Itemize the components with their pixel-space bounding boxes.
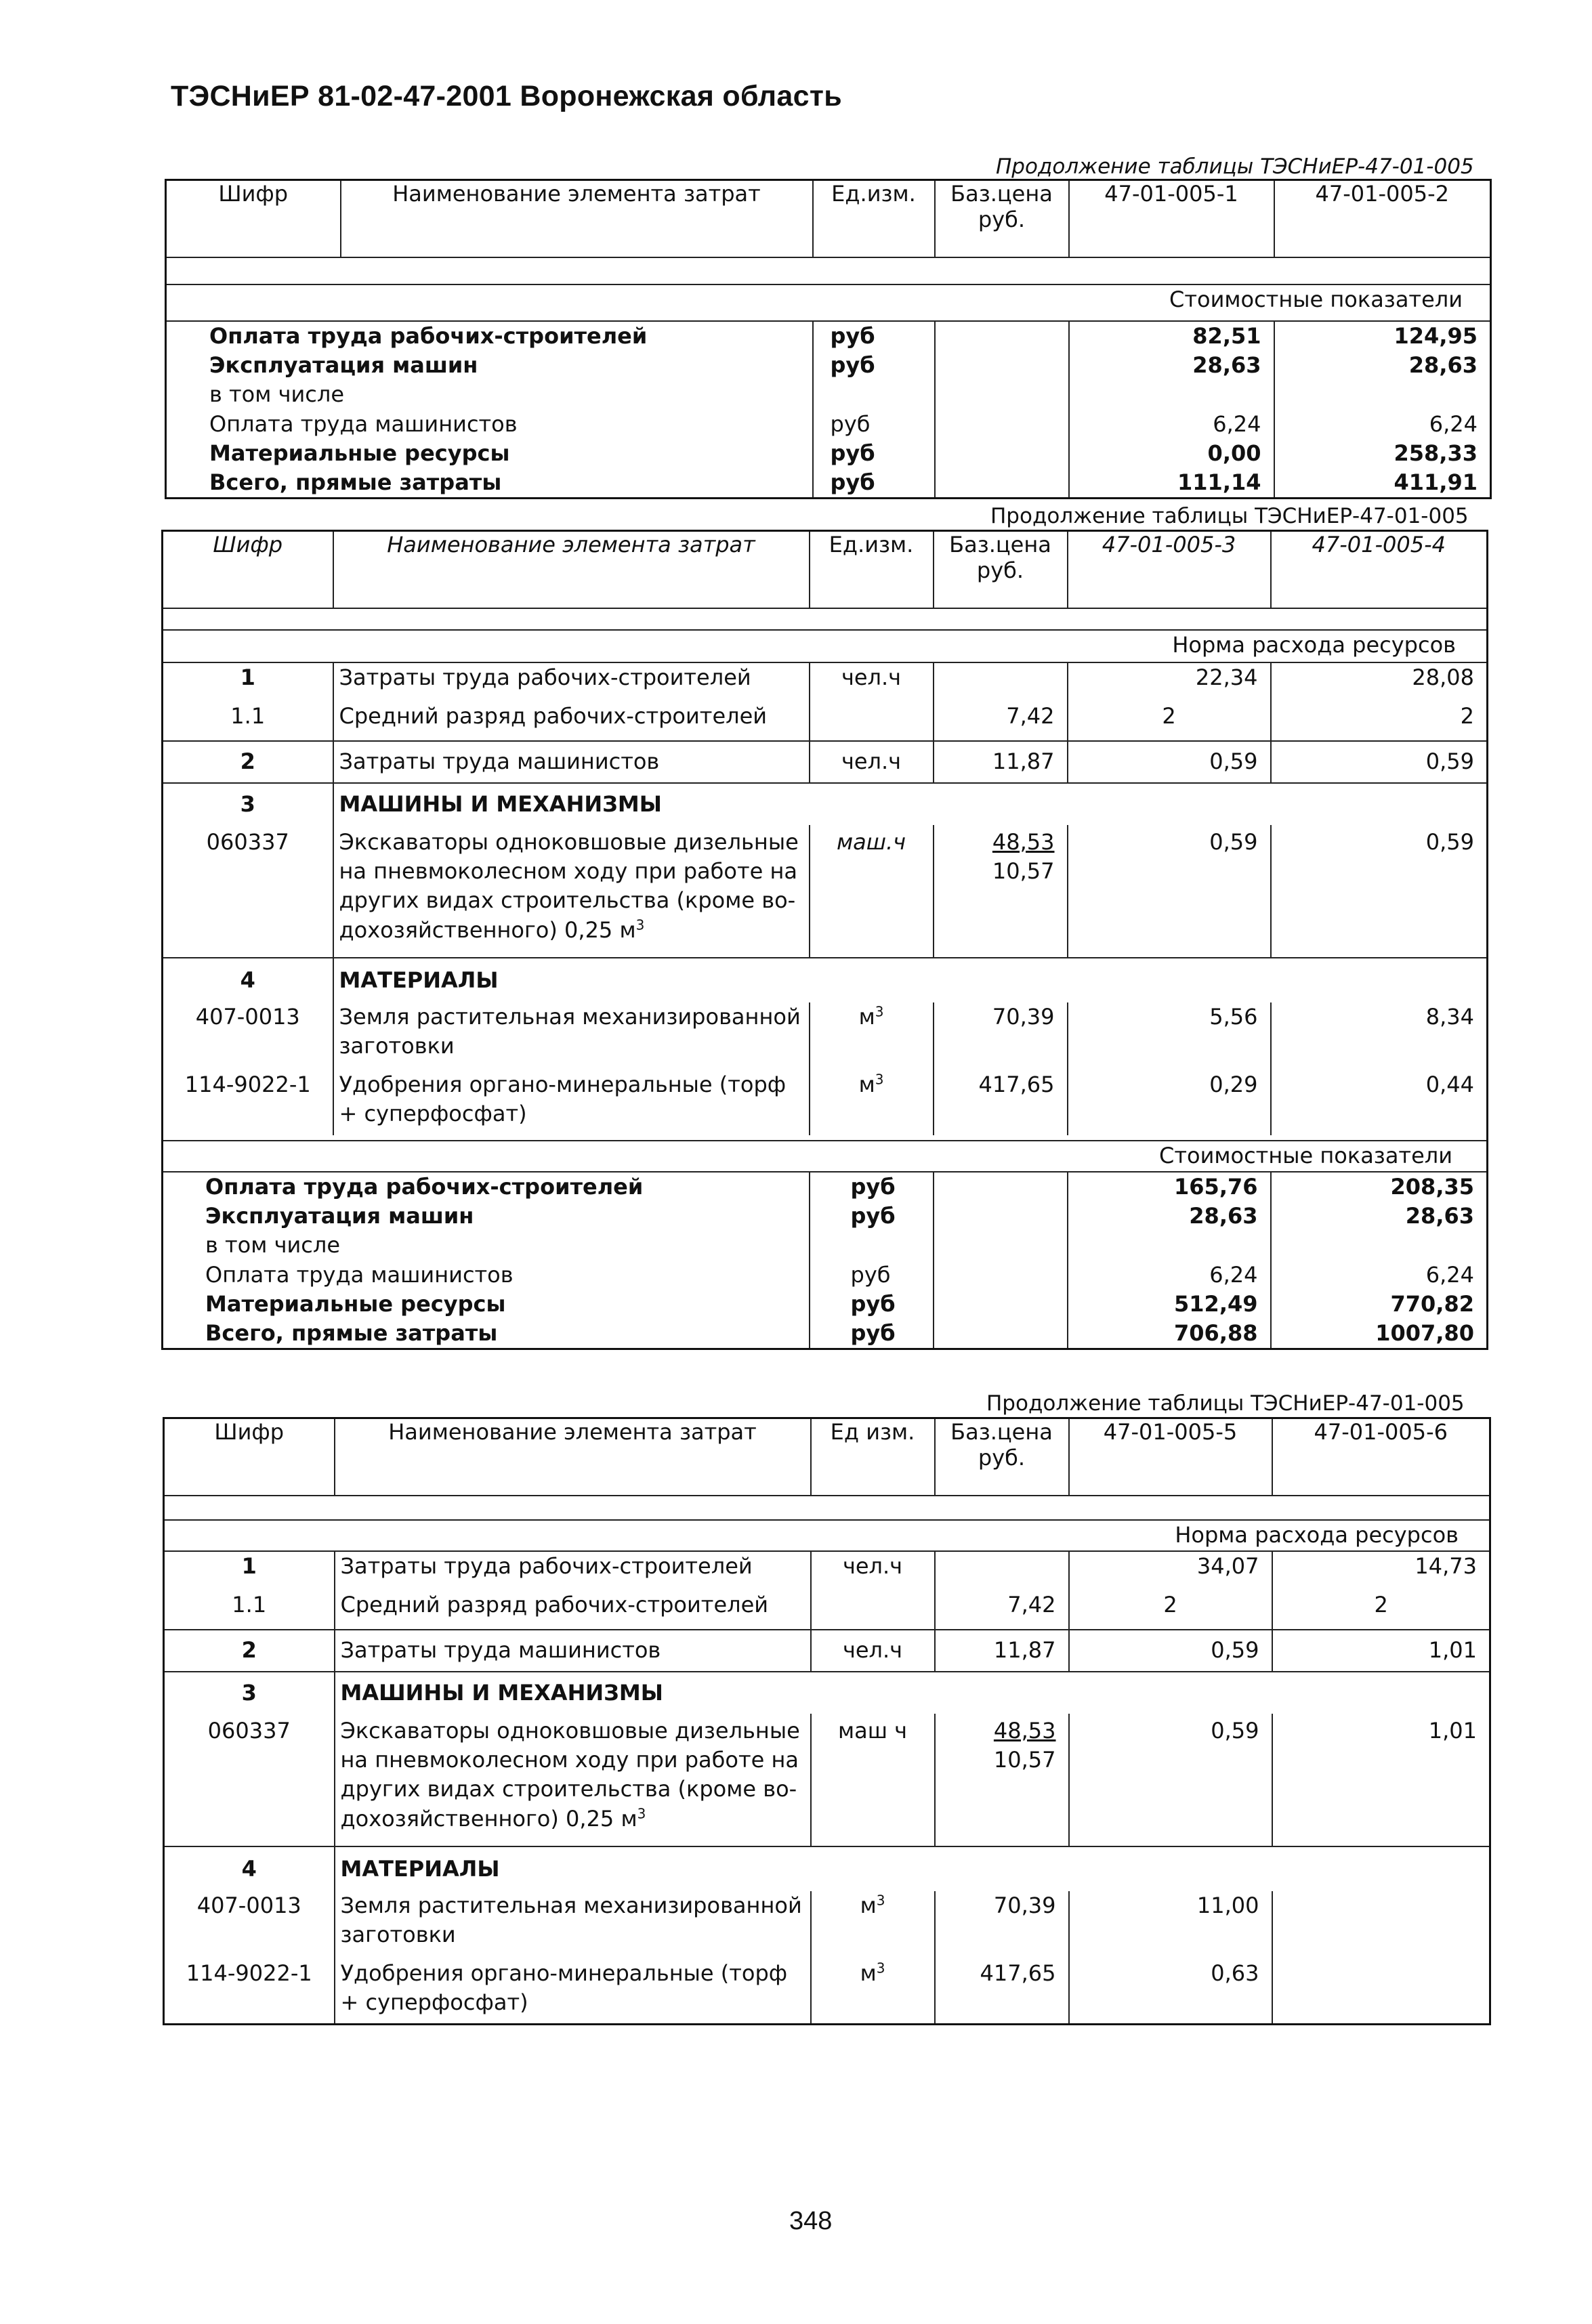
- col-header-price: Баз.цена руб.: [935, 1418, 1069, 1496]
- table-row: Оплата труда рабочих-строителей руб 82,51 124,95: [166, 321, 1491, 351]
- section-norm: Норма расхода ресурсов: [164, 1520, 1490, 1551]
- table3-caption: Продолжение таблицы ТЭСНиЕР-47-01-005: [986, 1391, 1465, 1416]
- table-row: 3 МАШИНЫ И МЕХАНИЗМЫ: [163, 783, 1488, 825]
- table-row: Всего, прямые затраты руб 706,88 1007,80: [163, 1319, 1488, 1349]
- table-row: Материальные ресурсы руб 512,49 770,82: [163, 1290, 1488, 1319]
- table2: [161, 530, 1488, 1350]
- col-header-b: 47-01-005-4: [1271, 531, 1488, 609]
- col-header-a: 47-01-005-5: [1069, 1418, 1272, 1496]
- section-cost: Стоимостные показатели: [163, 1141, 1488, 1172]
- table-row: 060337 Экскаваторы одноковшовые дизельные на пневмоколесном ходу при работе на других видах строительства (кроме во-дохозяйственного) 0,25 $м^3$ маш ч 48,53 10,57 0,59 1,01: [164, 1714, 1490, 1846]
- table1: [165, 179, 1492, 499]
- table-row: Эксплуатация машин руб 28,63 28,63: [163, 1202, 1488, 1231]
- table-row: 407-0013 Земля растительная механизированной заготовки $м^3$ 70,39 11,00: [164, 1891, 1490, 1959]
- section-cost: Стоимостные показатели: [166, 284, 1491, 321]
- table-row: 1 Затраты труда рабочих-строителей чел.ч 22,34 28,08: [163, 662, 1488, 702]
- page-number: 348: [789, 2207, 833, 2235]
- table-row: в том числе: [163, 1231, 1488, 1260]
- col-header-code: Шифр: [163, 531, 333, 609]
- table-row: 407-0013 Земля растительная механизированной заготовки $м^3$ 70,39 5,56 8,34: [163, 1002, 1488, 1070]
- document-title: ТЭСНиЕР 81-02-47-2001 Воронежская область: [171, 80, 842, 112]
- table-row: 4 МАТЕРИАЛЫ: [164, 1846, 1490, 1891]
- table3: [163, 1417, 1491, 2025]
- col-header-unit: Ед изм.: [811, 1418, 935, 1496]
- col-header-name: Наименование элемента затрат: [335, 1418, 811, 1496]
- col-header-b: 47-01-005-2: [1274, 180, 1491, 258]
- table-row: Оплата труда машинистов руб 6,24 6,24: [163, 1261, 1488, 1290]
- col-header-name: Наименование элемента затрат: [341, 180, 813, 258]
- table-row: 1.1 Средний разряд рабочих-строителей 7,42 2 2: [164, 1590, 1490, 1630]
- table-row: 114-9022-1 Удобрения органо-минеральные (торф + суперфосфат) $м^3$ 417,65 0,29 0,44: [163, 1070, 1488, 1135]
- col-header-b: 47-01-005-6: [1272, 1418, 1490, 1496]
- table-row: Всего, прямые затраты руб 111,14 411,91: [166, 468, 1491, 499]
- table-row: 4 МАТЕРИАЛЫ: [163, 958, 1488, 1002]
- col-header-code: Шифр: [164, 1418, 335, 1496]
- table-row: 060337 Экскаваторы одноковшовые дизельные на пневмоколесном ходу при работе на других видах строительства (кроме во-дохозяйственного) 0,25 $м^3$ маш.ч 48,53 10,57 0,59 0,59: [163, 825, 1488, 958]
- table1-caption: Продолжение таблицы ТЭСНиЕР-47-01-005: [996, 154, 1474, 179]
- table-row: 1 Затраты труда рабочих-строителей чел.ч 34,07 14,73: [164, 1551, 1490, 1590]
- table-row: 2 Затраты труда машинистов чел.ч 11,87 0,59 1,01: [164, 1630, 1490, 1672]
- col-header-name: Наименование элемента затрат: [333, 531, 810, 609]
- table-row: Оплата труда машинистов руб 6,24 6,24: [166, 410, 1491, 439]
- col-header-a: 47-01-005-1: [1069, 180, 1274, 258]
- table-row: 3 МАШИНЫ И МЕХАНИЗМЫ: [164, 1672, 1490, 1714]
- col-header-price: Баз.цена руб.: [934, 531, 1068, 609]
- col-header-a: 47-01-005-3: [1068, 531, 1271, 609]
- col-header-unit: Ед.изм.: [813, 180, 935, 258]
- table-row: в том числе: [166, 380, 1491, 409]
- col-header-code: Шифр: [166, 180, 341, 258]
- col-header-price: Баз.цена руб.: [935, 180, 1069, 258]
- section-norm: Норма расхода ресурсов: [163, 630, 1488, 662]
- table-row: 2 Затраты труда машинистов чел.ч 11,87 0,59 0,59: [163, 741, 1488, 783]
- table-row: Эксплуатация машин руб 28,63 28,63: [166, 351, 1491, 380]
- table2-caption: Продолжение таблицы ТЭСНиЕР-47-01-005: [990, 504, 1469, 528]
- table-row: 1.1 Средний разряд рабочих-строителей 7,42 2 2: [163, 702, 1488, 741]
- col-header-unit: Ед.изм.: [810, 531, 934, 609]
- table-row: 114-9022-1 Удобрения органо-минеральные (торф + суперфосфат) $м^3$ 417,65 0,63: [164, 1959, 1490, 2024]
- table-row: Материальные ресурсы руб 0,00 258,33: [166, 439, 1491, 468]
- table-row: Оплата труда рабочих-строителей руб 165,76 208,35: [163, 1172, 1488, 1202]
